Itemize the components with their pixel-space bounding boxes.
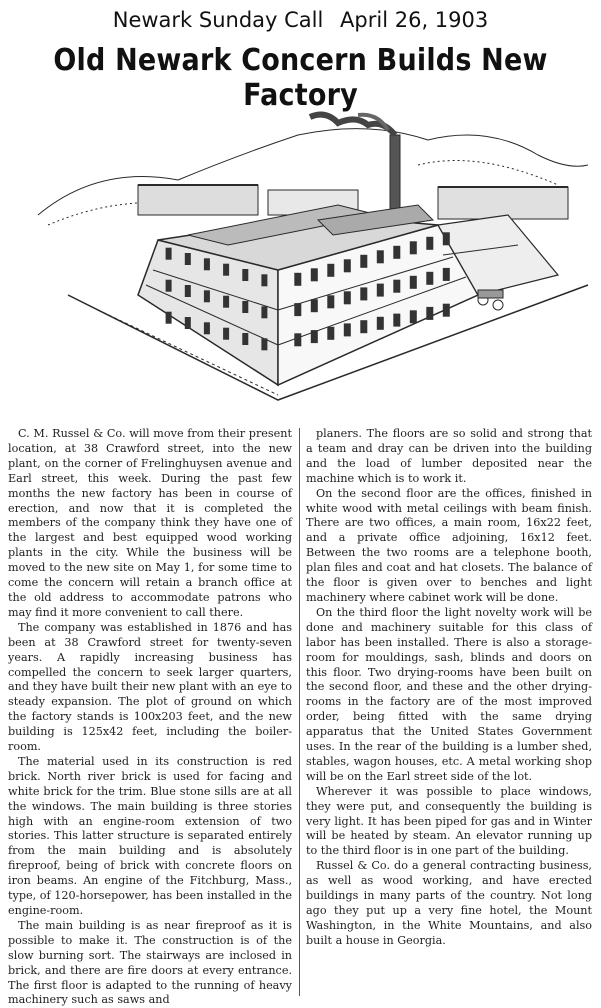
building-window xyxy=(294,303,301,316)
building-window xyxy=(360,320,367,333)
building-window xyxy=(204,258,210,270)
paragraph: planers. The floors are so solid and strong that a team and dray can be driven into the building and the load of lumber deposited near the machine which is to work it. xyxy=(306,427,592,485)
building-window xyxy=(344,291,351,304)
column-divider xyxy=(299,428,300,996)
building-window xyxy=(185,285,191,297)
building-window xyxy=(377,250,384,263)
building-window xyxy=(377,317,384,330)
paragraph: C. M. Russel & Co. will move from their present location, at 38 Crawford street, into the new plant, on the corner of Frelinghuysen avenue and Earl street, this week. During the past few months the new factory has been in course of erection, and now that it is completed the members of the company think they have one of the largest and best equipped wood working plants in the city. While the business will be moved to the new site on May 1, for some time to come the concern will retain a branch office at the old address to accommodate patrons who may find it more convenient to call there. xyxy=(8,427,292,619)
building-window xyxy=(311,299,318,312)
building-window xyxy=(261,306,267,318)
paragraph: On the second floor are the offices, finished in white wood with metal ceilings with beam finish. There are two offices, a main room, 16x22 feet, and a private office adjoining, 16x12 feet. Between the two rooms are a telephone booth, plan files and coat and hat closets. The balance of the floor is given over to benches and light machinery where cabinet work will be done. xyxy=(306,486,592,604)
paragraph: Wherever it was possible to place windows, they were put, and consequently the building is very light. It has been piped for gas and in Winter will be heated by steam. An elevator running up to the third floor is in one part of the building. xyxy=(306,784,592,858)
building-window xyxy=(377,284,384,297)
building-window xyxy=(185,317,191,329)
building-window xyxy=(426,237,433,250)
building-window xyxy=(426,272,433,285)
building-window xyxy=(311,268,318,281)
building-window xyxy=(410,241,417,254)
building-window xyxy=(223,296,229,308)
building-window xyxy=(426,307,433,320)
building-window xyxy=(443,232,450,245)
building-window xyxy=(344,259,351,272)
building-window xyxy=(360,287,367,300)
building-window xyxy=(327,264,334,277)
building-window xyxy=(166,312,172,324)
building-window xyxy=(261,338,267,350)
building-window xyxy=(443,268,450,281)
paragraph: On the third floor the light novelty work will be done and machinery suitable for this class of labor has been installed. There is also a storage-room for mouldings, sash, blinds and doors on this floor. Two drying-rooms have been built on the second floor, and these and the other drying-rooms in the factory are of the most improved order, being fitted with the same drying apparatus that the United States Government uses. In the rear of the building is a lumber shed, stables, wagon houses, etc. A metal working shop will be on the Earl street side of the lot. xyxy=(306,605,592,783)
building-window xyxy=(223,264,229,276)
building-window xyxy=(327,327,334,340)
paragraph: Russel & Co. do a general contracting business, as well as wood working, and have erected buildings in many parts of the country. Not long ago they put up a very fine hotel, the Mount Washington, in the White Mountains, and also built a house in Georgia. xyxy=(306,859,592,947)
building-window xyxy=(223,328,229,340)
paragraph: The company was established in 1876 and has been at 38 Crawford street for twenty-seven years. A rapidly increasing business has compelled the concern to seek larger quarters, and they have built their new plant with an eye to steady expansion. The plot of ground on which the factory stands is 100x203 feet, and the new building is 125x42 feet, including the boiler-room. xyxy=(8,620,292,754)
building-window xyxy=(242,333,248,345)
newspaper-name: Newark Sunday Call xyxy=(112,8,324,32)
factory-building-engraving-icon xyxy=(38,95,588,400)
building-window xyxy=(204,290,210,302)
article-column-left xyxy=(8,427,292,1007)
building-window xyxy=(242,301,248,313)
building-window xyxy=(393,246,400,259)
building-window xyxy=(242,269,248,281)
building-window xyxy=(185,253,191,265)
building-window xyxy=(294,333,301,346)
masthead xyxy=(0,8,601,32)
building-window xyxy=(344,323,351,336)
building-window xyxy=(166,280,172,292)
paragraph: The main building is as near fireproof as it is possible to make it. The construction is of the slow burning sort. The stairways are inclosed in brick, and there are fire doors at every entrance. The first floor is adapted to the running of heavy machinery such as saws and xyxy=(8,918,292,1007)
article-headline: Old Newark Concern Builds New Factory xyxy=(53,43,548,113)
building-window xyxy=(360,255,367,268)
building-window xyxy=(327,295,334,308)
building-window xyxy=(410,276,417,289)
building-window xyxy=(443,304,450,317)
building-window xyxy=(410,310,417,323)
building-window xyxy=(311,330,318,343)
paragraph: The material used in its construction is red brick. North river brick is used for facing and white brick for the trim. Blue stone sills are at all the windows. The main building is three stories high with an engine-room extension of two stories. This latter structure is separated entirely from the main building and is absolutely fireproof, being of brick with concrete floors on iron beams. An engine of the Fitchburg, Mass., type, of 120-horsepower, has been installed in the engine-room. xyxy=(8,754,292,917)
publication-date: April 26, 1903 xyxy=(340,8,489,32)
building-window xyxy=(294,273,301,286)
building-window xyxy=(204,322,210,334)
article-column-right xyxy=(306,427,592,997)
building-window xyxy=(166,248,172,260)
building-window xyxy=(393,280,400,293)
building-window xyxy=(393,314,400,327)
building-window xyxy=(261,274,267,286)
